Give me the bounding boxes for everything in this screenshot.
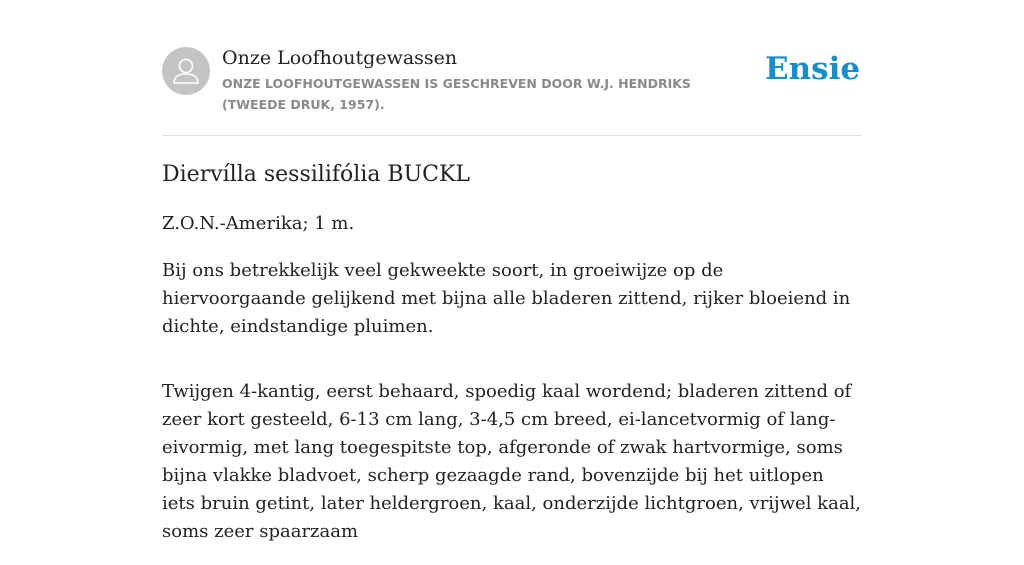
entry-range: Z.O.N.-Amerika; 1 m. bbox=[162, 213, 355, 234]
source-header bbox=[162, 46, 862, 136]
person-icon bbox=[162, 47, 210, 95]
entry-paragraph: Bij ons betrekkelijk veel gekweekte soort, in groeiwijze op de hiervoorgaande gelijkend met bijna alle bladeren zittend, rijker bloeiend in dichte, eindstandige pluimen. bbox=[162, 260, 851, 337]
user-avatar-icon[interactable] bbox=[162, 47, 210, 95]
brand-logo[interactable]: Ensie bbox=[765, 51, 861, 87]
entry-paragraph: Twijgen 4-kantig, eerst behaard, spoedig kaal wordend; bladeren zittend of zeer kort gesteeld, 6-13 cm lang, 3-4,5 cm breed, ei-lancetvormig of lang-eivormig, met lang toegespitste top, afgeronde of zwak hartvormige, soms bijna vlakke bladvoet, scherp gezaagde rand, bovenzijde bij het uitlopen iets bruin getint, later heldergroen, kaal, onderzijde lichtgroen, vrijwel kaal, soms zeer spaarzaam bbox=[162, 381, 862, 542]
entry-content bbox=[162, 160, 862, 565]
entry-title: Diervílla sessilifólia BUCKL bbox=[162, 162, 471, 187]
header-divider bbox=[162, 135, 862, 136]
source-description: ONZE LOOFHOUTGEWASSEN IS GESCHREVEN DOOR W.J. HENDRIKS (TWEEDE DRUK, 1957). bbox=[222, 76, 691, 112]
source-title[interactable]: Onze Loofhoutgewassen bbox=[222, 47, 458, 69]
